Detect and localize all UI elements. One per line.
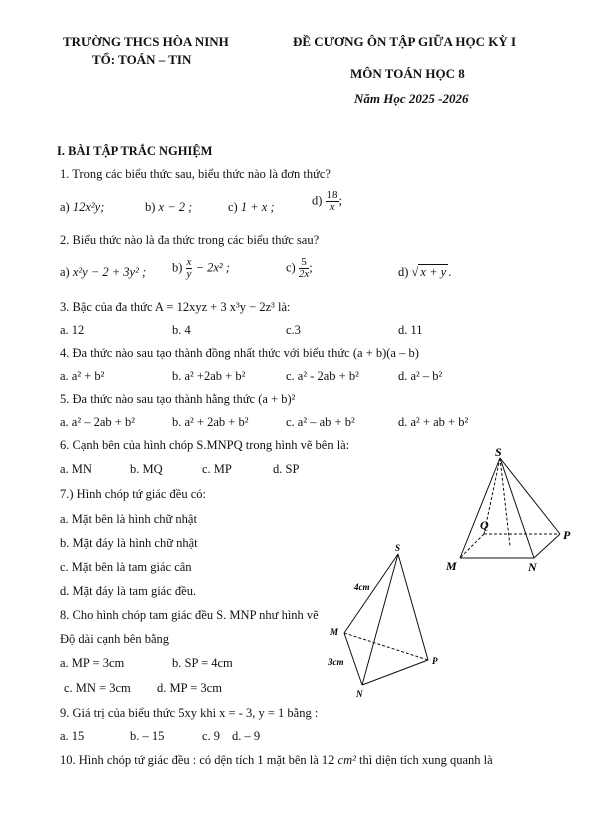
q8-option-d: d. MP = 3cm bbox=[157, 681, 222, 695]
label-N: N bbox=[528, 560, 537, 574]
q5-option-d: d. a² + ab + b² bbox=[398, 415, 469, 429]
q7-option-a: a. Mặt bên là hình chữ nhật bbox=[60, 512, 197, 526]
question-8-stem-cont: Độ dài cạnh bên bằng bbox=[60, 632, 169, 646]
triangular-pyramid-figure bbox=[328, 540, 448, 700]
label-P: P bbox=[563, 528, 571, 542]
q8-option-b: b. SP = 4cm bbox=[172, 656, 233, 670]
q3-option-d: d. 11 bbox=[398, 323, 423, 337]
q1-option-b: b) x − 2 ; bbox=[145, 200, 193, 214]
edge-NP bbox=[362, 660, 428, 685]
subject-title: MÔN TOÁN HỌC 8 bbox=[350, 66, 465, 81]
q6-option-c: c. MP bbox=[202, 462, 232, 476]
question-7-stem: 7.) Hình chóp tứ giác đều có: bbox=[60, 487, 206, 501]
q2-option-c: c) $\frac{5}{2x}$ ; bbox=[286, 256, 313, 280]
question-5-stem: 5. Đa thức nào sau tạo thành hằng thức (a + b)² bbox=[60, 392, 296, 406]
question-9-stem: 9. Giá trị của biểu thức 5xy khi x = - 3, y = 1 bằng : bbox=[60, 706, 319, 720]
question-1-stem: 1. Trong các biểu thức sau, biểu thức nào là đơn thức? bbox=[60, 167, 331, 181]
document-title: ĐỀ CƯƠNG ÔN TẬP GIỮA HỌC KỲ I bbox=[293, 34, 517, 49]
q8-option-a: a. MP = 3cm bbox=[60, 656, 125, 670]
q1-option-d: d) $\frac{18}{x}$ ; bbox=[312, 189, 343, 213]
question-4-stem: 4. Đa thức nào sau tạo thành đồng nhất thức với biểu thức (a + b)(a – b) bbox=[60, 346, 419, 360]
section-heading: I. BÀI TẬP TRẮC NGHIỆM bbox=[57, 144, 213, 158]
q9-option-d: d. – 9 bbox=[232, 729, 261, 743]
q3-option-b: b. 4 bbox=[172, 323, 191, 337]
q1-option-a: a) 12x²y; bbox=[60, 200, 105, 214]
q4-option-c: c. a² - 2ab + b² bbox=[286, 369, 359, 383]
q3-option-a: a. 12 bbox=[60, 323, 85, 337]
q5-option-a: a. a² – 2ab + b² bbox=[60, 415, 135, 429]
q8-option-c: c. MN = 3cm bbox=[64, 681, 131, 695]
edge-SP bbox=[398, 554, 428, 660]
q7-option-d: d. Mặt đáy là tam giác đều. bbox=[60, 584, 197, 598]
edge-NP bbox=[534, 534, 560, 558]
school-name: TRƯỜNG THCS HÒA NINH bbox=[63, 34, 229, 49]
edge-QM bbox=[460, 534, 484, 558]
edge-SP bbox=[500, 458, 560, 534]
q2-option-a: a) x²y − 2 + 3y² ; bbox=[60, 265, 147, 279]
q2-option-d: d) √ x + y . bbox=[398, 265, 452, 279]
label-P: P bbox=[432, 656, 438, 666]
q7-option-b: b. Mặt đáy là hình chữ nhật bbox=[60, 536, 198, 550]
question-10-stem: 10. Hình chóp tứ giác đều : có dện tích 1 mặt bên là 12 cm² thì diện tích xung quanh là bbox=[60, 753, 493, 767]
edge-SM bbox=[460, 458, 500, 558]
label-N: N bbox=[356, 689, 363, 699]
label-M: M bbox=[446, 559, 457, 573]
label-Q: Q bbox=[480, 518, 489, 532]
q9-option-b: b. – 15 bbox=[130, 729, 165, 743]
q5-option-c: c. a² – ab + b² bbox=[286, 415, 355, 429]
edge-SN bbox=[500, 458, 534, 558]
edge-MN bbox=[344, 633, 362, 685]
edge-MP bbox=[344, 633, 428, 660]
edge-SM bbox=[344, 554, 398, 633]
q6-option-b: b. MQ bbox=[130, 462, 163, 476]
q2-option-b: b) $\frac{x}{y}$ − 2x² ; bbox=[172, 256, 230, 280]
q9-option-a: a. 15 bbox=[60, 729, 85, 743]
label-S: S bbox=[395, 543, 401, 553]
school-year: Năm Học 2025 -2026 bbox=[354, 91, 469, 106]
q4-option-a: a. a² + b² bbox=[60, 369, 105, 383]
label-length-3cm: 3cm bbox=[328, 657, 344, 667]
question-3-stem: 3. Bậc của đa thức A = 12xyz + 3 x³y − 2z³ là: bbox=[60, 300, 291, 314]
label-S: S bbox=[495, 445, 502, 459]
department-name: TỔ: TOÁN – TIN bbox=[92, 52, 192, 67]
edge-SN bbox=[362, 554, 398, 685]
q6-option-a: a. MN bbox=[60, 462, 92, 476]
q7-option-c: c. Mặt bên là tam giác cân bbox=[60, 560, 192, 574]
square-pyramid-figure bbox=[440, 444, 580, 574]
label-M: M bbox=[330, 627, 339, 637]
q9-option-c: c. 9 bbox=[202, 729, 221, 743]
q3-option-c: c.3 bbox=[286, 323, 301, 337]
q5-option-b: b. a² + 2ab + b² bbox=[172, 415, 249, 429]
question-6-stem: 6. Cạnh bên của hình chóp S.MNPQ trong hình vẽ bên là: bbox=[60, 438, 350, 452]
q6-option-d: d. SP bbox=[273, 462, 300, 476]
q1-option-c: c) 1 + x ; bbox=[228, 200, 275, 214]
q4-option-d: d. a² – b² bbox=[398, 369, 443, 383]
q4-option-b: b. a² +2ab + b² bbox=[172, 369, 246, 383]
question-2-stem: 2. Biểu thức nào là đa thức trong các biểu thức sau? bbox=[60, 233, 320, 247]
question-8-stem: 8. Cho hình chóp tam giác đều S. MNP như hình vẽ bbox=[60, 608, 319, 622]
label-length-4cm: 4cm bbox=[354, 582, 370, 592]
